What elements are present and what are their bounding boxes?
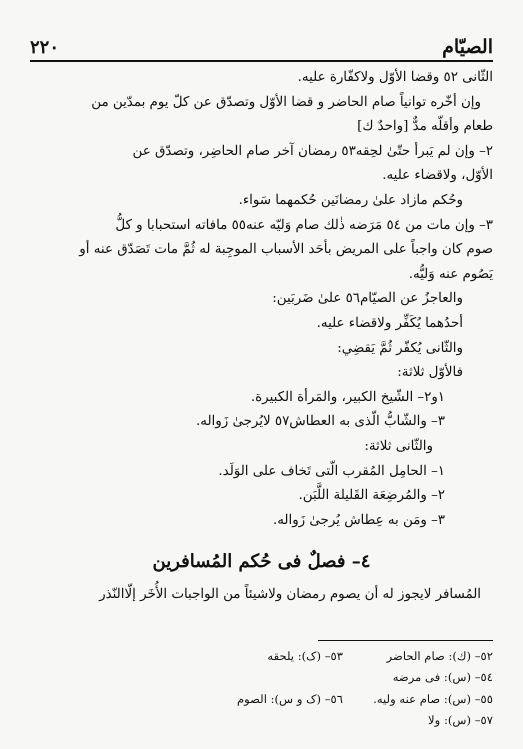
text-line: والثّانى ثلاثة:: [364, 438, 433, 454]
text-line: صوم كان واجباً على المريض بأحَد الأسباب الموجِبة له ثُمَّ مات تَصَدّق عنه أو: [79, 242, 493, 258]
page-number: ٢٢٠: [30, 37, 60, 58]
running-title: الصيّام: [442, 36, 493, 58]
section-heading: ٤– فصلٌ فى حُكم المُسافرين: [152, 551, 371, 573]
text-line: ٣– والشّابُّ الّذى به العطاش٥٧ لايُرجىٰ زَواله.: [196, 414, 445, 430]
text-line: المُسافر لايجوز له أن يصوم رمضان ولاشيئاً من الواجبات الأُخَر إلّاالنّذر: [99, 587, 481, 603]
footnote: ٥٧– (س): ولا: [428, 713, 493, 728]
text-line: أحدُهما يُكَفِّر ولاقضاء عليه.: [316, 315, 463, 331]
text-line: وإن أخّره توانياً صام الحاضر و قضا الأوّل وتصدّق عن كلّ يوم بمدّين من: [91, 94, 481, 110]
footnotes: [30, 646, 493, 732]
header-rule: [30, 60, 493, 62]
text-line: الثّانى ٥٢ وقضا الأوّل ولاكفّارة عليه.: [297, 70, 493, 85]
footnote: ٥٤– (س): فى مرضه: [392, 670, 493, 685]
text-line: الأوّل، ولاقضاء عليه.: [382, 168, 493, 184]
text-line: ١– الحامِل المُقرب الّتى تَخاف على الوَلَد.: [218, 463, 445, 479]
text-line: طعام وأقلّه مدٌّ [واحدٌ ك]: [357, 119, 493, 135]
text-line: ٣– ومَن به عِطاش يُرجىٰ زَواله.: [272, 512, 445, 528]
footnote: ٥٥– (س): صام عنه وليه.: [373, 691, 493, 706]
page-header: [30, 32, 493, 58]
text-line: ١و٢– الشّيخ الكبير، والمَرأة الكبيرة.: [250, 389, 445, 405]
text-line: ٢– والمُرضِعَة القَليلة اللَّبَن.: [298, 488, 445, 504]
text-line: والثّانى يُكفّر ثُمَّ يَقضِي:: [337, 340, 463, 356]
footnote-rule: [318, 640, 493, 641]
footnote-row: [30, 689, 493, 710]
text-line: يَصُوم عنه وَليُّه.: [408, 266, 493, 282]
footnote-row: [30, 667, 493, 688]
text-line: ٣– وإن مات من ٥٤ مَرَضه ذٰلك صام وَليّه عنه٥٥ مافاته استحبابا و كلُّ: [115, 217, 493, 233]
footnote: ٥٢– (ك): صام الحاضر: [386, 649, 493, 663]
text-line: وحُكم مازاد علىٰ رمضانَين حُكمهما سَواء.: [238, 192, 463, 208]
text-line: ٢– وإن لم يَبرأ حتّىٰ لحِقه٥٣ رمضان آخر صام الحاضِر، وتصدّق عن: [132, 143, 493, 159]
footnote: ٥٦– (ک و س): الصوم: [236, 691, 343, 706]
footnote: ٥٣– (ک): يلحقه: [267, 649, 343, 663]
main-text: [30, 66, 493, 608]
text-line: فالأوّل ثلاثة:: [397, 365, 463, 381]
footnote-row: [30, 646, 493, 667]
footnote-row: [30, 710, 493, 731]
text-line: والعاجزُ عن الصيّام٥٦ علىٰ ضَربَين:: [272, 291, 463, 307]
